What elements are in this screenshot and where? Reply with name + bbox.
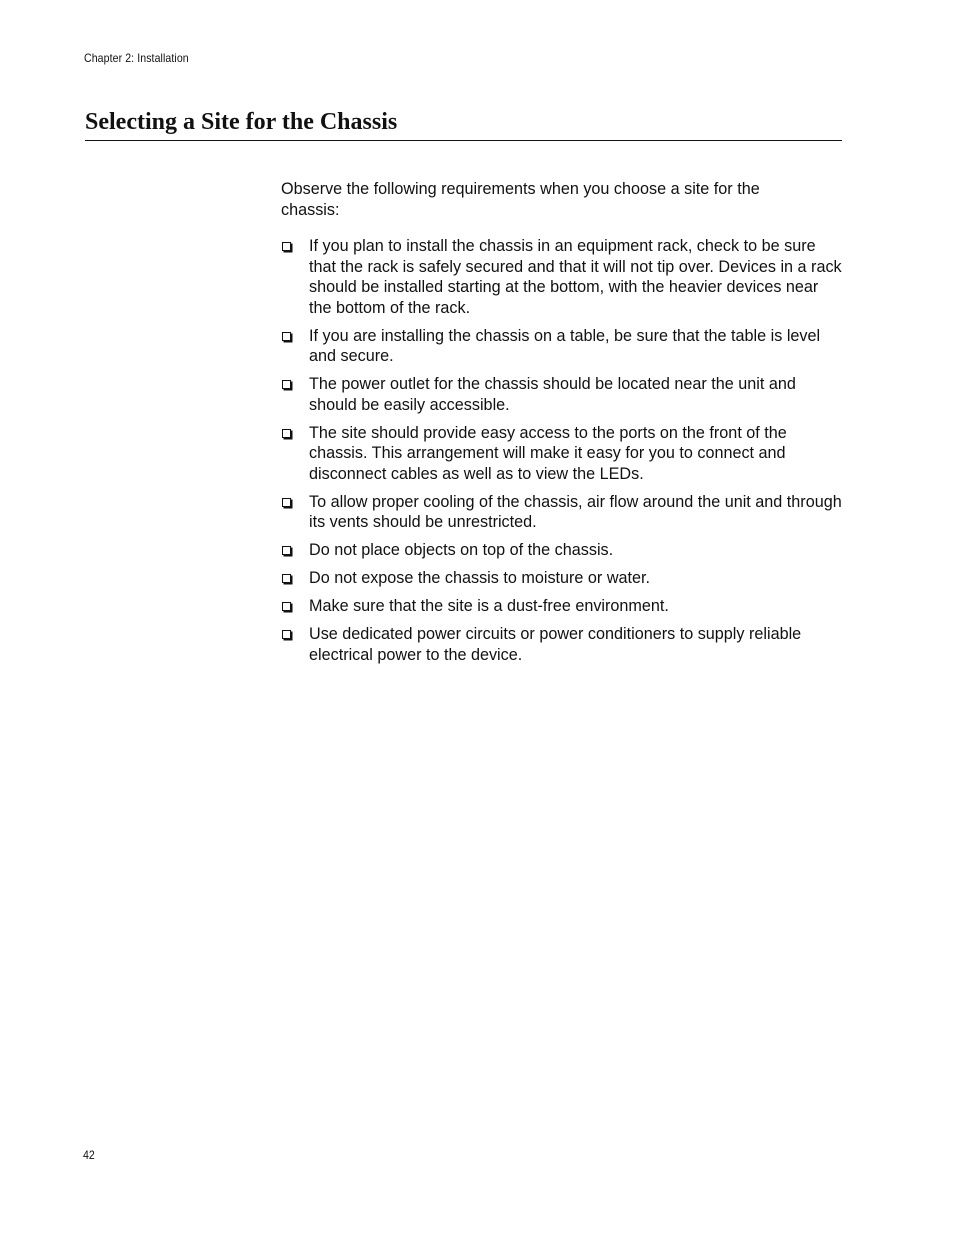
section-title: Selecting a Site for the Chassis [85, 109, 398, 135]
checkbox-bullet-icon [282, 630, 291, 639]
list-item-text: Use dedicated power circuits or power conditioners to supply reliable electrical power to the device. [309, 625, 802, 664]
list-item [281, 624, 843, 665]
checkbox-bullet-icon [282, 498, 291, 507]
list-item-text: The power outlet for the chassis should be located near the unit and should be easily accessible. [309, 375, 796, 414]
list-item [281, 492, 843, 533]
list-item [281, 326, 843, 367]
list-item [281, 374, 843, 415]
list-item [281, 423, 843, 485]
title-rule [85, 140, 842, 141]
running-header: Chapter 2: Installation [84, 51, 189, 65]
list-item-text: If you plan to install the chassis in an equipment rack, check to be sure that the rack is safely secured and that it will not tip over. Devices in a rack should be installed starting at the bottom, with the heavier devices near the bottom of the rack. [309, 237, 842, 317]
list-item-text: Do not expose the chassis to moisture or water. [309, 569, 651, 587]
list-item-text: If you are installing the chassis on a table, be sure that the table is level and secure. [309, 326, 821, 365]
list-item [281, 596, 843, 617]
checkbox-bullet-icon [282, 380, 291, 389]
list-item-text: Make sure that the site is a dust-free environment. [309, 597, 669, 615]
checkbox-bullet-icon [282, 546, 291, 555]
list-item [281, 540, 843, 561]
checkbox-bullet-icon [282, 332, 291, 341]
body-text [281, 179, 843, 673]
checkbox-bullet-icon [282, 429, 291, 438]
list-item-text: The site should provide easy access to the ports on the front of the chassis. This arrangement will make it easy for you to connect and disconnect cables as well as to view the LEDs. [309, 423, 787, 483]
list-item-text: Do not place objects on top of the chassis. [309, 541, 614, 559]
checkbox-bullet-icon [282, 574, 291, 583]
list-item [281, 568, 843, 589]
checkbox-bullet-icon [282, 602, 291, 611]
intro-paragraph: Observe the following requirements when you choose a site for the chassis: [281, 180, 760, 219]
list-item-text: To allow proper cooling of the chassis, air flow around the unit and through its vents should be unrestricted. [309, 492, 842, 531]
list-item [281, 236, 843, 318]
requirements-list [281, 236, 843, 665]
checkbox-bullet-icon [282, 242, 291, 251]
page-number: 42 [83, 1148, 95, 1162]
